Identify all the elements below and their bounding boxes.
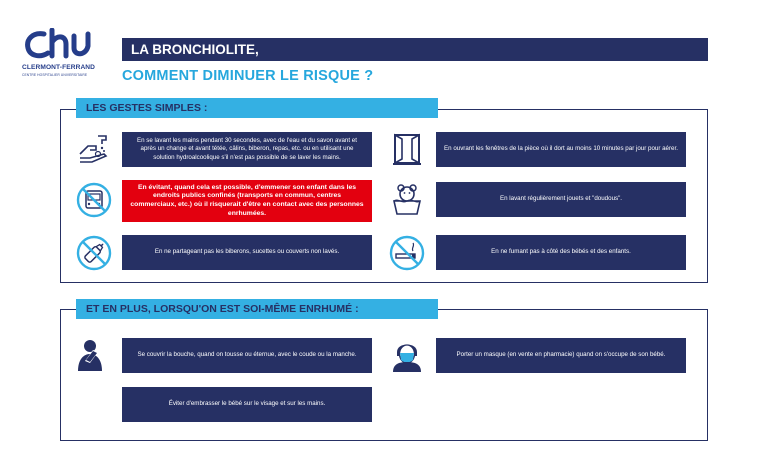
- no-baby-bottle-icon: [76, 235, 112, 271]
- card-avoid-public-places: En évitant, quand cela est possible, d'emmener son enfant dans les endroits publics confinés (transports en commun, centres commerciaux, etc.) où il risquerait d'être en contact avec des personnes enrhumées.: [122, 180, 372, 222]
- when-sick-heading: ET EN PLUS, LORSQU'ON EST SOI-MÊME ENRHUMÉ :: [76, 299, 438, 319]
- card-open-window: En ouvrant les fenêtres de la pièce où il dort au moins 10 minutes par jour pour aérer.: [436, 132, 686, 167]
- card-hand-washing: En se lavant les mains pendant 30 secondes, avec de l'eau et du savon avant et après un change et avant tétée, câlins, biberon, repas, etc. ou en utilisant une solution hydroalcoolique s'il n'est pas possible de se laver les mains.: [122, 132, 372, 167]
- no-public-transport-icon: [76, 182, 112, 218]
- open-window-icon: [389, 131, 425, 167]
- card-no-smoking: En ne fumant pas à côté des bébés et des enfants.: [436, 235, 686, 270]
- card-cover-mouth: Se couvrir la bouche, quand on tousse ou éternue, avec le coude ou la manche.: [122, 338, 372, 373]
- hand-washing-icon: [76, 132, 112, 168]
- chu-logo: [22, 28, 102, 84]
- teddy-bear-wash-icon: [389, 181, 425, 217]
- card-wear-mask: Porter un masque (en vente en pharmacie) quand on s'occupe de son bébé.: [436, 338, 686, 373]
- simple-gestures-heading: LES GESTES SIMPLES :: [76, 98, 438, 118]
- card-wash-toys: En lavant régulièrement jouets et "doudous".: [436, 182, 686, 217]
- card-avoid-kissing: Éviter d'embrasser le bébé sur le visage et sur les mains.: [122, 387, 372, 422]
- page-subtitle: COMMENT DIMINUER LE RISQUE ?: [122, 68, 374, 84]
- logo-subtitle: CENTRE HOSPITALIER UNIVERSITAIRE: [22, 73, 88, 77]
- card-no-sharing-bottles: En ne partageant pas les biberons, sucettes ou couverts non lavés.: [122, 235, 372, 270]
- logo-name: CLERMONT-FERRAND: [22, 64, 96, 71]
- chu-logo-mark: [24, 28, 96, 60]
- no-smoking-icon: [389, 235, 425, 271]
- face-mask-icon: [389, 336, 425, 372]
- cough-elbow-icon: [74, 337, 110, 373]
- page-title: LA BRONCHIOLITE,: [122, 38, 708, 61]
